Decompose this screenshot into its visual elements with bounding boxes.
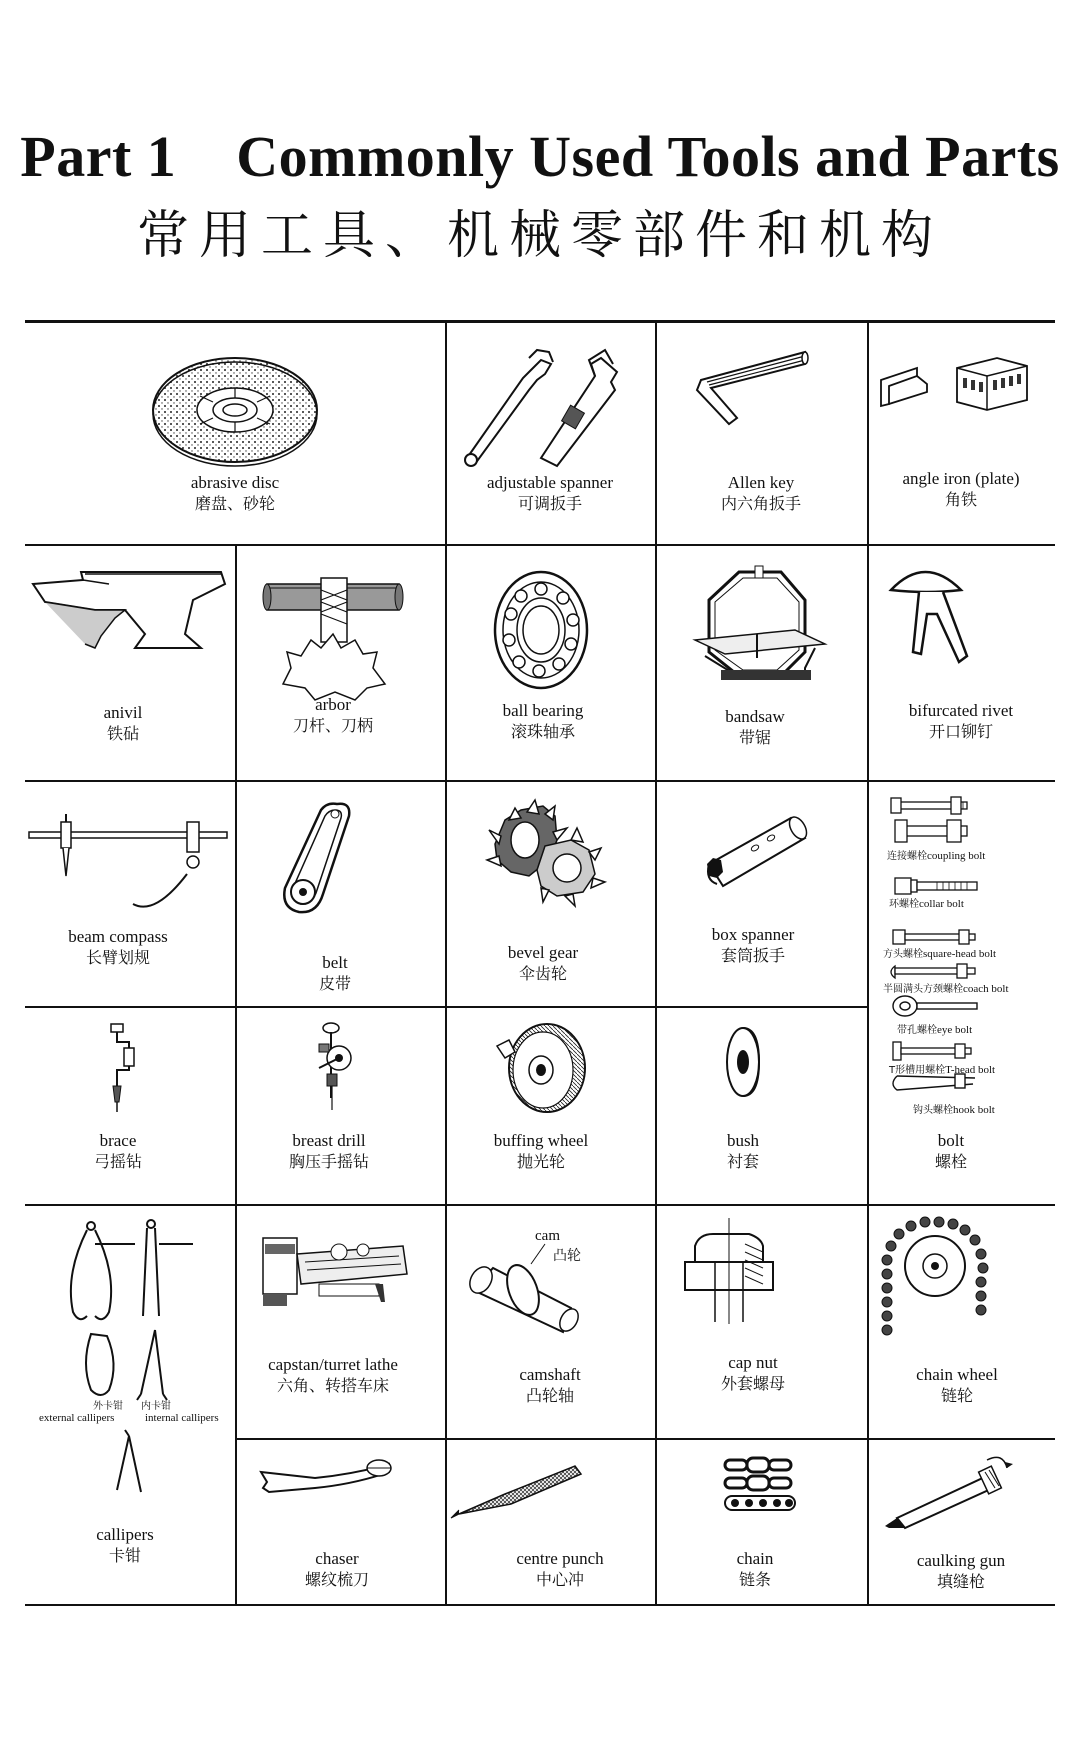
label-arbor: arbor 刀杆、刀柄 [292, 695, 373, 735]
label-cam-zh: 凸轮 [553, 1248, 581, 1264]
label-coupling-bolt: 连接螺栓coupling bolt [887, 850, 986, 862]
cell-chain [655, 1438, 867, 1604]
cap-nut-icon [655, 1204, 867, 1438]
cell-callipers [25, 1204, 235, 1604]
label-anvil: anivil 铁砧 [103, 703, 143, 743]
page-title-chinese: 常用工具、机械零部件和机构 [136, 206, 943, 266]
label-beam-compass: beam compass 长臂划规 [68, 927, 168, 967]
label-brace: brace 弓摇钻 [93, 1131, 142, 1171]
cell-allen-key [655, 320, 867, 544]
label-ball-bearing: ball bearing 滚珠轴承 [502, 701, 584, 741]
buffing-wheel-icon [445, 1006, 655, 1204]
cell-belt [235, 780, 445, 1006]
bifurcated-rivet-icon [867, 544, 1055, 780]
label-internal-callipers-zh: 内卡钳 [141, 1401, 171, 1412]
grid-bottom-line [25, 1604, 1055, 1606]
label-buffing-wheel: buffing wheel 抛光轮 [493, 1131, 589, 1171]
label-callipers: callipers 卡钳 [96, 1525, 154, 1565]
bush-icon [655, 1006, 867, 1204]
cell-arbor [235, 544, 445, 780]
label-hook-bolt: 钩头螺栓hook bolt [913, 1104, 995, 1116]
label-adjustable-spanner: adjustable spanner 可调扳手 [486, 473, 614, 513]
label-external-callipers-zh: 外卡钳 [93, 1401, 123, 1412]
label-eye-bolt: 带孔螺栓eye bolt [897, 1024, 973, 1036]
cell-camshaft [445, 1204, 655, 1438]
cell-abrasive-disc [25, 320, 445, 544]
label-cam: cam [535, 1228, 560, 1244]
cell-capstan-lathe [235, 1204, 445, 1438]
label-allen-key: Allen key 内六角扳手 [720, 473, 801, 513]
page-title-english: Part 1 Commonly Used Tools and Parts [20, 124, 1060, 189]
label-belt: belt 皮带 [318, 953, 351, 993]
cell-chaser [235, 1438, 445, 1604]
label-coach-bolt: 半圆满头方颈螺栓coach bolt [883, 983, 1009, 995]
arbor-icon [235, 544, 445, 780]
cell-bolt [867, 780, 1055, 1204]
cell-brace [25, 1006, 235, 1204]
label-abrasive-disc: abrasive disc 磨盘、砂轮 [190, 473, 280, 513]
label-angle-iron: angle iron (plate) 角铁 [902, 469, 1020, 509]
brace-icon [25, 1006, 235, 1204]
label-external-callipers: external callipers [39, 1412, 115, 1424]
cell-buffing-wheel [445, 1006, 655, 1204]
cell-ball-bearing [445, 544, 655, 780]
cell-breast-drill [235, 1006, 445, 1204]
lathe-icon [235, 1204, 445, 1438]
cell-caulking-gun [867, 1438, 1055, 1604]
breast-drill-icon [235, 1006, 445, 1204]
label-t-head-bolt: T形槽用螺栓T-head bolt [889, 1064, 996, 1076]
tools-grid [25, 320, 1055, 1606]
label-chain: chain 链条 [736, 1549, 774, 1589]
label-bandsaw: bandsaw 带锯 [725, 707, 785, 747]
label-camshaft: camshaft 凸轮轴 [519, 1365, 581, 1405]
label-cap-nut: cap nut 外套螺母 [720, 1353, 785, 1393]
cell-bifurcated-rivet [867, 544, 1055, 780]
label-bevel-gear: bevel gear 伞齿轮 [507, 943, 579, 983]
cell-chain-wheel [867, 1204, 1055, 1438]
label-chain-wheel: chain wheel 链轮 [916, 1365, 998, 1405]
cell-anvil [25, 544, 235, 780]
cell-bandsaw [655, 544, 867, 780]
cell-adjustable-spanner [445, 320, 655, 544]
label-centre-punch: centre punch 中心冲 [516, 1549, 604, 1589]
label-bush: bush 衬套 [726, 1131, 760, 1171]
label-collar-bolt: 环螺栓collar bolt [889, 898, 964, 910]
anvil-icon [25, 544, 235, 780]
cell-bevel-gear [445, 780, 655, 1006]
cell-box-spanner [655, 780, 867, 1006]
cell-angle-iron [867, 320, 1055, 544]
label-capstan-lathe: capstan/turret lathe 六角、转搭车床 [268, 1355, 398, 1395]
label-bifurcated-rivet: bifurcated rivet 开口铆钉 [908, 701, 1014, 741]
ball-bearing-icon [445, 544, 655, 780]
label-internal-callipers: internal callipers [145, 1412, 219, 1424]
cell-centre-punch [445, 1438, 655, 1604]
label-caulking-gun: caulking gun 填缝枪 [916, 1551, 1006, 1591]
beam-compass-icon [25, 780, 235, 1006]
cell-cap-nut [655, 1204, 867, 1438]
box-spanner-icon [655, 780, 867, 1006]
angle-iron-icon [867, 320, 1055, 544]
label-box-spanner: box spanner 套筒扳手 [711, 925, 795, 965]
cell-bush [655, 1006, 867, 1204]
label-bolt: bolt 螺栓 [934, 1131, 967, 1171]
label-breast-drill: breast drill 胸压手摇钻 [288, 1131, 369, 1171]
cell-beam-compass [25, 780, 235, 1006]
label-square-head-bolt: 方头螺栓square-head bolt [883, 948, 996, 960]
label-chaser: chaser 螺纹梳刀 [304, 1549, 369, 1589]
